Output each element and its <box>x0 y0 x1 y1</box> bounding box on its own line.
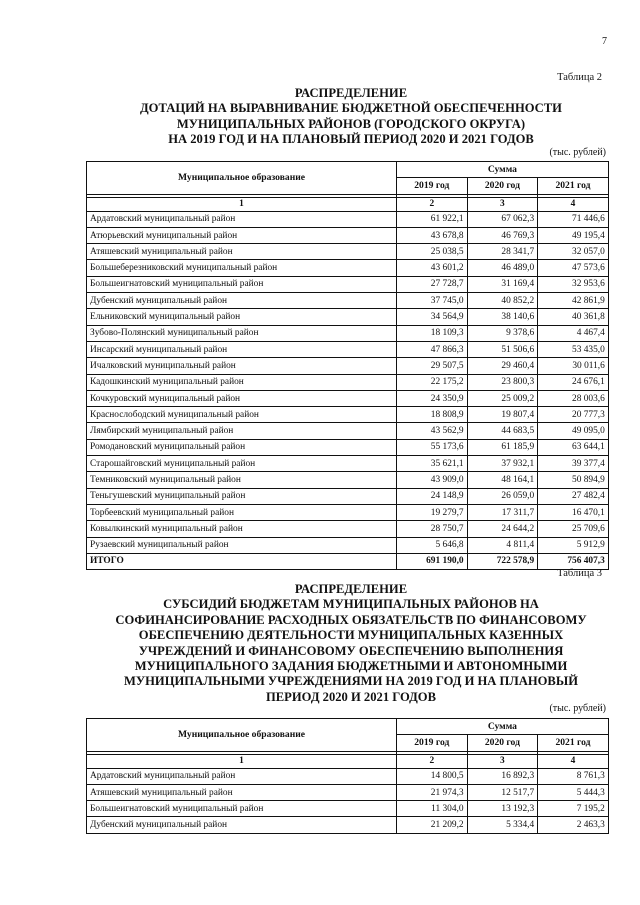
amount-cell: 27 482,4 <box>538 488 609 504</box>
amount-cell: 40 852,2 <box>467 293 538 309</box>
amount-cell: 26 059,0 <box>467 488 538 504</box>
amount-cell: 4 467,4 <box>538 325 609 341</box>
municipality-name: Инсарский муниципальный район <box>87 341 397 357</box>
amount-cell: 21 209,2 <box>397 817 468 833</box>
amount-cell: 29 460,4 <box>467 358 538 374</box>
amount-cell: 48 164,1 <box>467 472 538 488</box>
amount-cell: 46 769,3 <box>467 227 538 243</box>
table-row <box>87 784 609 800</box>
municipality-name: Атюрьевский муниципальный район <box>87 227 397 243</box>
amount-cell: 8 761,3 <box>538 768 609 784</box>
amount-cell: 13 192,3 <box>467 801 538 817</box>
municipality-name: Ардатовский муниципальный район <box>87 768 397 784</box>
table2-title <box>86 86 616 148</box>
municipality-name: Кочкуровский муниципальный район <box>87 390 397 406</box>
amount-cell: 40 361,8 <box>538 309 609 325</box>
amount-cell: 28 341,7 <box>467 244 538 260</box>
amount-cell: 37 932,1 <box>467 456 538 472</box>
amount-cell: 21 974,3 <box>397 784 468 800</box>
amount-cell: 44 683,5 <box>467 423 538 439</box>
column-index: 1 <box>87 754 397 768</box>
amount-cell: 19 807,4 <box>467 407 538 423</box>
municipality-name: Ковылкинский муниципальный район <box>87 521 397 537</box>
amount-cell: 67 062,3 <box>467 211 538 227</box>
amount-cell: 43 678,8 <box>397 227 468 243</box>
amount-cell: 5 444,3 <box>538 784 609 800</box>
table-row <box>87 768 609 784</box>
column-index: 2 <box>397 197 468 211</box>
amount-cell: 61 185,9 <box>467 439 538 455</box>
amount-cell: 43 601,2 <box>397 260 468 276</box>
amount-cell: 29 507,5 <box>397 358 468 374</box>
municipality-name: Большеигнатовский муниципальный район <box>87 801 397 817</box>
column-index: 4 <box>538 197 609 211</box>
header-sum: Сумма <box>397 719 609 735</box>
amount-cell: 14 800,5 <box>397 768 468 784</box>
title-line: РАСПРЕДЕЛЕНИЕ <box>294 582 408 596</box>
municipality-name: Ичалковский муниципальный район <box>87 358 397 374</box>
header-year-2021: 2021 год <box>538 735 609 751</box>
municipality-name: Большеигнатовский муниципальный район <box>87 276 397 292</box>
title-line: ПЕРИОД 2020 И 2021 ГОДОВ <box>265 689 436 704</box>
amount-cell: 55 173,6 <box>397 439 468 455</box>
municipality-name: Темниковский муниципальный район <box>87 472 397 488</box>
table-row <box>87 260 609 276</box>
amount-cell: 4 811,4 <box>467 537 538 553</box>
table-row <box>87 521 609 537</box>
amount-cell: 25 038,5 <box>397 244 468 260</box>
table-row <box>87 374 609 390</box>
table-row <box>87 472 609 488</box>
title-line: ДОТАЦИЙ НА ВЫРАВНИВАНИЕ БЮДЖЕТНОЙ ОБЕСПЕЧЕННОСТИ <box>140 101 562 116</box>
amount-cell: 34 564,9 <box>397 309 468 325</box>
amount-cell: 42 861,9 <box>538 293 609 309</box>
column-index: 3 <box>467 754 538 768</box>
table-row <box>87 325 609 341</box>
header-year-2019: 2019 год <box>397 178 468 194</box>
amount-cell: 11 304,0 <box>397 801 468 817</box>
amount-cell: 28 003,6 <box>538 390 609 406</box>
municipality-name: Краснослободский муниципальный район <box>87 407 397 423</box>
title-line: СУБСИДИЙ БЮДЖЕТАМ МУНИЦИПАЛЬНЫХ РАЙОНОВ НА <box>163 597 539 612</box>
table-row <box>87 293 609 309</box>
amount-cell: 39 377,4 <box>538 456 609 472</box>
municipality-name: Дубенский муниципальный район <box>87 293 397 309</box>
table-row <box>87 341 609 357</box>
amount-cell: 43 562,9 <box>397 423 468 439</box>
table-row <box>87 227 609 243</box>
total-amount: 722 578,9 <box>467 553 538 569</box>
municipality-name: Старошайговский муниципальный район <box>87 456 397 472</box>
table-row <box>87 244 609 260</box>
title-line: МУНИЦИПАЛЬНЫХ РАЙОНОВ (ГОРОДСКОГО ОКРУГА) <box>176 116 526 131</box>
amount-cell: 61 922,1 <box>397 211 468 227</box>
column-index: 3 <box>467 197 538 211</box>
amount-cell: 12 517,7 <box>467 784 538 800</box>
column-index: 1 <box>87 197 397 211</box>
table3-units: (тыс. рублей) <box>549 703 606 714</box>
table3 <box>86 718 609 834</box>
total-label: ИТОГО <box>87 553 397 569</box>
total-row <box>87 553 609 569</box>
header-year-2021: 2021 год <box>538 178 609 194</box>
title-line: СОФИНАНСИРОВАНИЕ РАСХОДНЫХ ОБЯЗАТЕЛЬСТВ ПО ФИНАНСОВОМУ <box>115 612 587 627</box>
table-row <box>87 439 609 455</box>
amount-cell: 30 011,6 <box>538 358 609 374</box>
table-row <box>87 407 609 423</box>
amount-cell: 31 169,4 <box>467 276 538 292</box>
amount-cell: 19 279,7 <box>397 504 468 520</box>
amount-cell: 50 894,9 <box>538 472 609 488</box>
table-row <box>87 211 609 227</box>
municipality-name: Лямбирский муниципальный район <box>87 423 397 439</box>
table-row <box>87 358 609 374</box>
amount-cell: 25 709,6 <box>538 521 609 537</box>
amount-cell: 63 644,1 <box>538 439 609 455</box>
amount-cell: 24 148,9 <box>397 488 468 504</box>
amount-cell: 71 446,6 <box>538 211 609 227</box>
amount-cell: 28 750,7 <box>397 521 468 537</box>
municipality-name: Ромодановский муниципальный район <box>87 439 397 455</box>
amount-cell: 20 777,3 <box>538 407 609 423</box>
amount-cell: 16 892,3 <box>467 768 538 784</box>
municipality-name: Кадошкинский муниципальный район <box>87 374 397 390</box>
municipality-name: Атяшевский муниципальный район <box>87 784 397 800</box>
amount-cell: 46 489,0 <box>467 260 538 276</box>
amount-cell: 35 621,1 <box>397 456 468 472</box>
municipality-name: Торбеевский муниципальный район <box>87 504 397 520</box>
amount-cell: 43 909,0 <box>397 472 468 488</box>
title-line: МУНИЦИПАЛЬНЫМИ УЧРЕЖДЕНИЯМИ НА 2019 ГОД И НА ПЛАНОВЫЙ <box>124 674 578 689</box>
amount-cell: 27 728,7 <box>397 276 468 292</box>
table2-label: Таблица 2 <box>557 72 602 83</box>
amount-cell: 47 573,6 <box>538 260 609 276</box>
table3-title <box>86 582 616 705</box>
amount-cell: 5 334,4 <box>467 817 538 833</box>
amount-cell: 16 470,1 <box>538 504 609 520</box>
header-year-2020: 2020 год <box>467 178 538 194</box>
header-sum: Сумма <box>397 162 609 178</box>
table-row <box>87 504 609 520</box>
table-row <box>87 817 609 833</box>
amount-cell: 17 311,7 <box>467 504 538 520</box>
column-index-row <box>87 197 609 211</box>
amount-cell: 23 800,3 <box>467 374 538 390</box>
header-municipality: Муниципальное образование <box>87 719 397 752</box>
municipality-name: Теньгушевский муниципальный район <box>87 488 397 504</box>
table-row <box>87 423 609 439</box>
amount-cell: 37 745,0 <box>397 293 468 309</box>
title-line: РАСПРЕДЕЛЕНИЕ <box>294 86 408 100</box>
header-year-2020: 2020 год <box>467 735 538 751</box>
column-index-row <box>87 754 609 768</box>
amount-cell: 47 866,3 <box>397 341 468 357</box>
amount-cell: 24 644,2 <box>467 521 538 537</box>
amount-cell: 18 109,3 <box>397 325 468 341</box>
header-municipality: Муниципальное образование <box>87 162 397 195</box>
municipality-name: Большеберезниковский муниципальный район <box>87 260 397 276</box>
table2-units: (тыс. рублей) <box>549 147 606 158</box>
header-year-2019: 2019 год <box>397 735 468 751</box>
amount-cell: 2 463,3 <box>538 817 609 833</box>
amount-cell: 32 057,0 <box>538 244 609 260</box>
table-row <box>87 390 609 406</box>
amount-cell: 25 009,2 <box>467 390 538 406</box>
municipality-name: Атяшевский муниципальный район <box>87 244 397 260</box>
title-line: ОБЕСПЕЧЕНИЮ ДЕЯТЕЛЬНОСТИ МУНИЦИПАЛЬНЫХ КАЗЕННЫХ <box>138 628 564 643</box>
table-row <box>87 488 609 504</box>
municipality-name: Зубово-Полянский муниципальный район <box>87 325 397 341</box>
total-amount: 756 407,3 <box>538 553 609 569</box>
column-index: 4 <box>538 754 609 768</box>
title-line: УЧРЕЖДЕНИЙ И ФИНАНСОВОМУ ОБЕСПЕЧЕНИЮ ВЫПОЛНЕНИЯ <box>138 643 564 658</box>
amount-cell: 49 095,0 <box>538 423 609 439</box>
amount-cell: 53 435,0 <box>538 341 609 357</box>
municipality-name: Дубенский муниципальный район <box>87 817 397 833</box>
table-row <box>87 276 609 292</box>
table-row <box>87 537 609 553</box>
amount-cell: 38 140,6 <box>467 309 538 325</box>
table3-label: Таблица 3 <box>557 568 602 579</box>
amount-cell: 51 506,6 <box>467 341 538 357</box>
amount-cell: 49 195,4 <box>538 227 609 243</box>
total-amount: 691 190,0 <box>397 553 468 569</box>
municipality-name: Рузаевский муниципальный район <box>87 537 397 553</box>
amount-cell: 24 676,1 <box>538 374 609 390</box>
municipality-name: Ардатовский муниципальный район <box>87 211 397 227</box>
title-line: НА 2019 ГОД И НА ПЛАНОВЫЙ ПЕРИОД 2020 И 2021 ГОДОВ <box>168 132 534 147</box>
table-row <box>87 456 609 472</box>
amount-cell: 22 175,2 <box>397 374 468 390</box>
column-index: 2 <box>397 754 468 768</box>
page-number: 7 <box>602 36 607 47</box>
table-row <box>87 309 609 325</box>
amount-cell: 7 195,2 <box>538 801 609 817</box>
municipality-name: Ельниковский муниципальный район <box>87 309 397 325</box>
amount-cell: 18 808,9 <box>397 407 468 423</box>
title-line: МУНИЦИПАЛЬНОГО ЗАДАНИЯ БЮДЖЕТНЫМИ И АВТОНОМНЫМИ <box>134 659 568 674</box>
amount-cell: 5 646,8 <box>397 537 468 553</box>
amount-cell: 9 378,6 <box>467 325 538 341</box>
table2 <box>86 161 609 570</box>
amount-cell: 32 953,6 <box>538 276 609 292</box>
amount-cell: 24 350,9 <box>397 390 468 406</box>
amount-cell: 5 912,9 <box>538 537 609 553</box>
table-row <box>87 801 609 817</box>
